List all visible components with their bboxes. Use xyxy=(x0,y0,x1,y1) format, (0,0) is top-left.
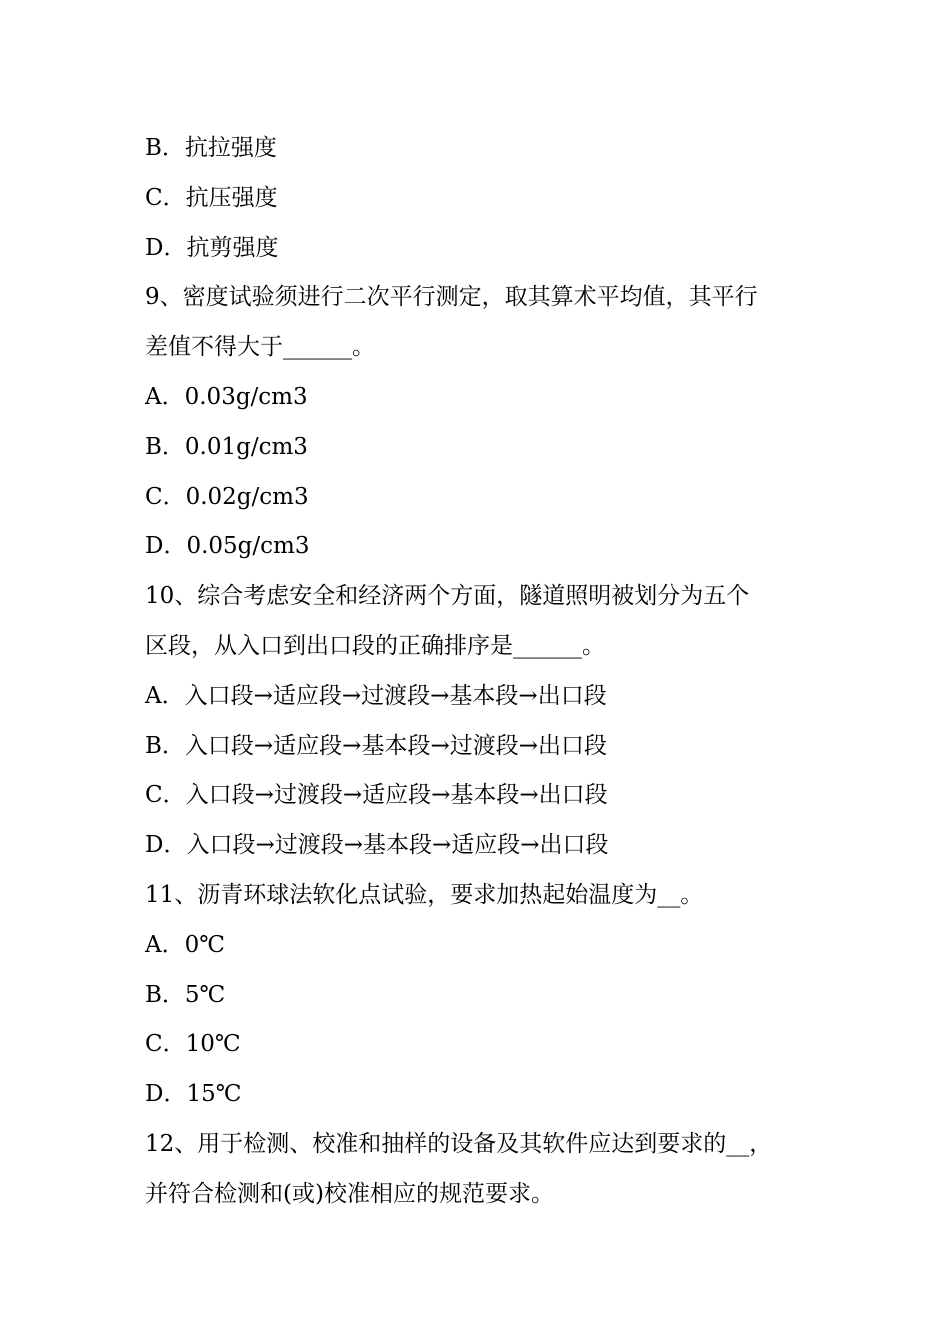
question-9-option-a: A．0.03g/cm3 xyxy=(145,383,308,410)
question-12-line-1: 12、用于检测、校准和抽样的设备及其软件应达到要求的__， xyxy=(145,1130,773,1157)
question-11-option-b: B．5℃ xyxy=(145,981,226,1008)
question-10-option-d: D．入口段→过渡段→基本段→适应段→出口段 xyxy=(145,832,609,859)
question-10-option-a: A．入口段→适应段→过渡段→基本段→出口段 xyxy=(145,682,607,709)
question-10-option-c: C．入口段→过渡段→适应段→基本段→出口段 xyxy=(145,782,608,809)
question-11-option-c: C．10℃ xyxy=(145,1031,241,1058)
question-11-option-a: A．0℃ xyxy=(145,931,225,958)
question-10-line-1: 10、综合考虑安全和经济两个方面，隧道照明被划分为五个 xyxy=(145,583,750,610)
question-9-option-b: B．0.01g/cm3 xyxy=(145,433,308,460)
question-12-line-2: 并符合检测和(或)校准相应的规范要求。 xyxy=(145,1180,554,1207)
option-d-line: D．抗剪强度 xyxy=(145,234,279,261)
question-11-line-1: 11、沥青环球法软化点试验，要求加热起始温度为__。 xyxy=(145,881,704,908)
question-10-line-2: 区段，从入口到出口段的正确排序是______。 xyxy=(145,632,605,659)
question-9-line-1: 9、密度试验须进行二次平行测定，取其算术平均值，其平行 xyxy=(145,284,758,311)
question-10-option-b: B．入口段→适应段→基本段→过渡段→出口段 xyxy=(145,732,607,759)
question-9-option-c: C．0.02g/cm3 xyxy=(145,483,309,510)
option-c-line: C．抗压强度 xyxy=(145,184,278,211)
document-body xyxy=(145,124,825,1220)
question-11-option-d: D．15℃ xyxy=(145,1081,242,1108)
question-9-line-2: 差值不得大于______。 xyxy=(145,334,375,361)
question-9-option-d: D．0.05g/cm3 xyxy=(145,533,310,560)
option-b-line: B．抗拉强度 xyxy=(145,135,277,161)
